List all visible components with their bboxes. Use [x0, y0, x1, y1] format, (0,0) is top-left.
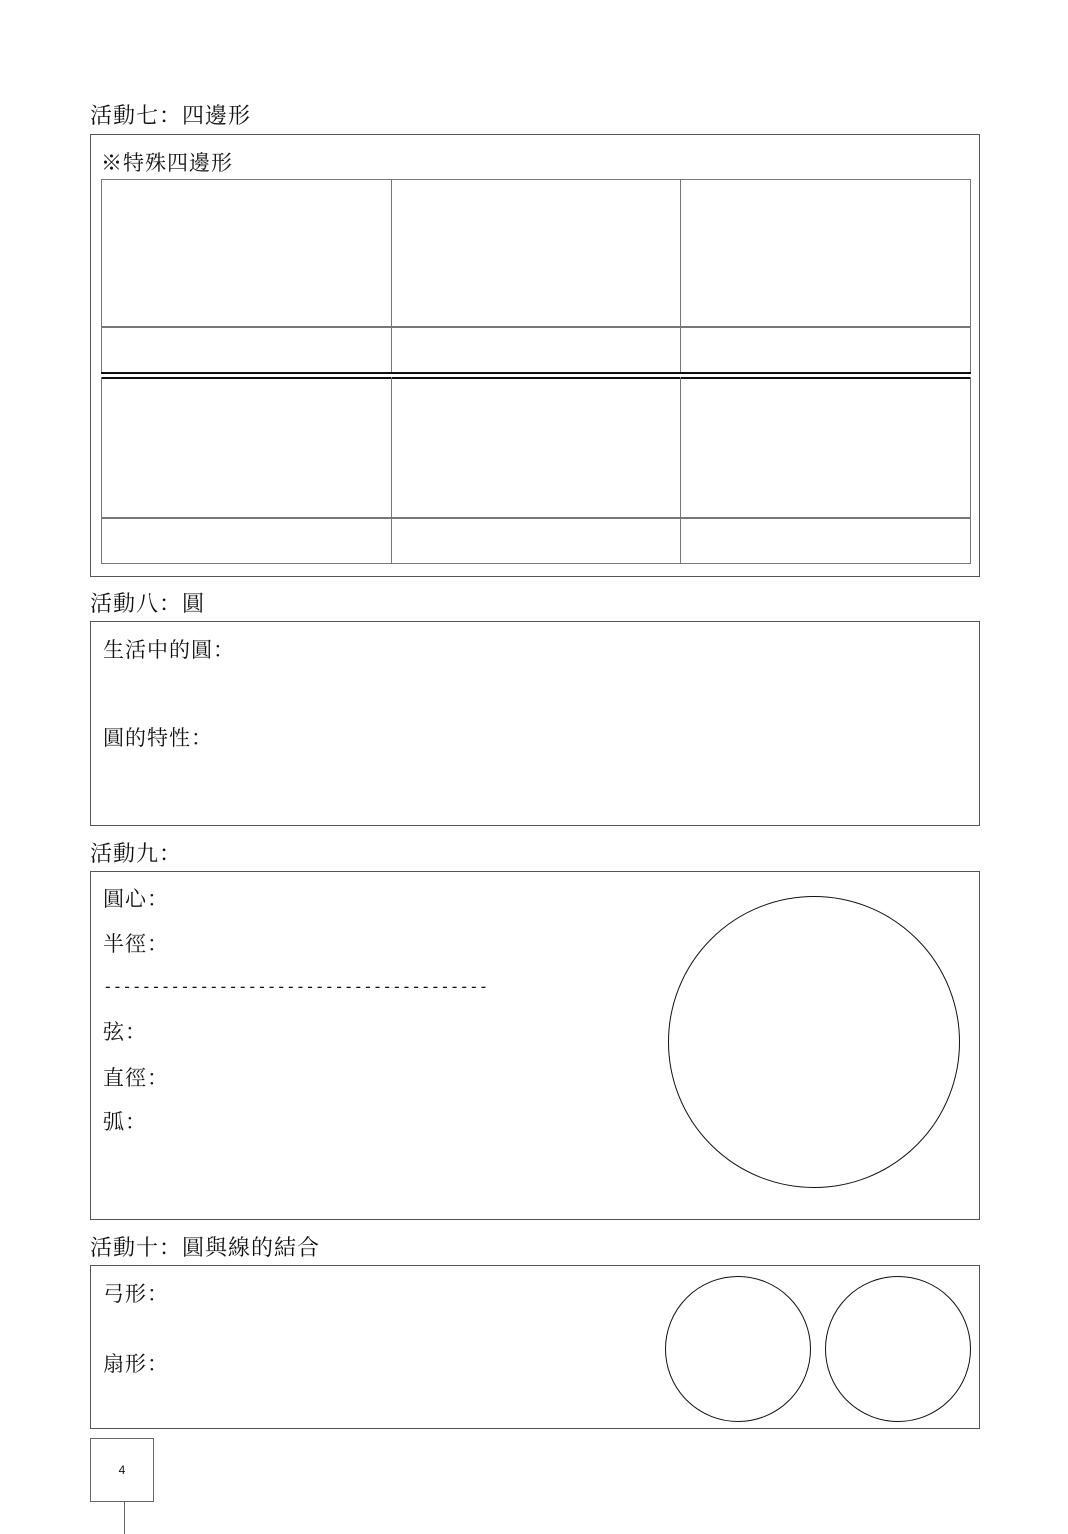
quad-cell-drawing[interactable]	[101, 179, 392, 328]
circle-diagram-segment	[665, 1276, 811, 1422]
center-label: 圓心：	[103, 887, 169, 911]
radius-label: 半徑：	[103, 932, 169, 956]
quad-grid-row-3	[101, 378, 971, 519]
quad-cell-name[interactable]	[680, 517, 971, 564]
quad-grid-row-2	[101, 327, 971, 373]
page-number: 4	[118, 1463, 126, 1477]
quad-cell-name[interactable]	[680, 326, 971, 373]
diameter-label: 直徑：	[103, 1066, 169, 1090]
quad-grid-row-1	[101, 180, 971, 328]
quad-cell-drawing[interactable]	[391, 377, 682, 519]
activity7-box	[90, 134, 980, 577]
activity9-box	[90, 871, 980, 1220]
activity8-heading: 活動八：圓	[90, 592, 206, 617]
quad-cell-drawing[interactable]	[101, 377, 392, 519]
chord-label: 弦：	[103, 1020, 147, 1044]
activity7-heading: 活動七：四邊形	[90, 104, 252, 129]
quad-cell-name[interactable]	[101, 326, 392, 373]
activity9-heading: 活動九：	[90, 842, 183, 867]
activity7-subtitle: ※特殊四邊形	[101, 151, 233, 175]
life-circle-label: 生活中的圓：	[103, 638, 235, 662]
arc-label: 弧：	[103, 1110, 147, 1134]
page-number-box	[90, 1438, 154, 1502]
large-circle-diagram	[668, 896, 960, 1188]
quad-cell-name[interactable]	[391, 517, 682, 564]
dashed-divider: ----------------------------------------	[103, 977, 489, 996]
circle-diagram-sector	[825, 1276, 971, 1422]
activity10-box	[90, 1265, 980, 1429]
circle-property-label: 圓的特性：	[103, 726, 213, 750]
sector-label: 扇形：	[103, 1352, 169, 1376]
activity8-box	[90, 621, 980, 826]
quad-cell-drawing[interactable]	[680, 179, 971, 328]
quad-cell-name[interactable]	[101, 517, 392, 564]
activity10-heading: 活動十：圓與線的結合	[90, 1236, 321, 1261]
quad-cell-name[interactable]	[391, 326, 682, 373]
quad-cell-drawing[interactable]	[391, 179, 682, 328]
quad-grid-row-4	[101, 518, 971, 564]
quad-cell-drawing[interactable]	[680, 377, 971, 519]
page-number-connector	[124, 1502, 125, 1534]
segment-label: 弓形：	[103, 1282, 169, 1306]
